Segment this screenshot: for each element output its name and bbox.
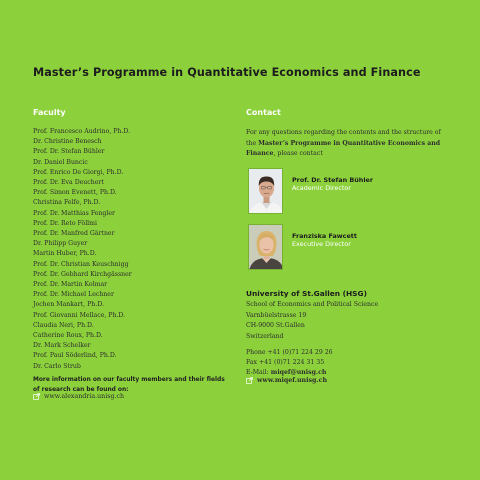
address-line: Switzerland (246, 333, 284, 341)
faculty-member: Prof. Dr. Michael Lechner (33, 291, 114, 299)
contact-person-name: Prof. Dr. Stefan Bühler (292, 176, 374, 184)
faculty-heading: Faculty (33, 108, 66, 117)
external-link-icon (246, 377, 253, 384)
portrait-photo (248, 168, 283, 214)
programme-name: Master’s Programme in Quantitative Economics and Finance (246, 139, 441, 158)
faculty-member: Jochen Mankart, Ph.D. (33, 301, 104, 309)
contact-person-executive-director (248, 224, 357, 270)
contact-intro (246, 128, 446, 160)
contact-intro-end: , please contact (273, 150, 323, 158)
page-title: Master’s Programme in Quantitative Economics and Finance (33, 66, 421, 79)
external-link-icon (33, 393, 40, 400)
email-label: E-Mail: (246, 369, 271, 377)
faculty-member: Prof. Paul Söderlind, Ph.D. (33, 352, 117, 360)
faculty-member: Christina Felfe, Ph.D. (33, 199, 101, 207)
faculty-member: Dr. Philipp Guyer (33, 240, 88, 248)
faculty-member: Prof. Enrico De Giorgi, Ph.D. (33, 168, 124, 176)
faculty-website-link[interactable] (33, 393, 124, 400)
faculty-member: Prof. Dr. Stefan Bühler (33, 148, 105, 156)
faculty-member: Prof. Francesco Audrino, Ph.D. (33, 128, 131, 135)
faculty-member: Prof. Simon Evenett, Ph.D. (33, 189, 117, 197)
email-link[interactable]: miqef@unisg.ch (270, 369, 327, 377)
faculty-member: Prof. Dr. Matthias Fengler (33, 209, 115, 217)
programme-website-link[interactable] (246, 377, 327, 384)
fax-number: Fax +41 (0)71 224 31 35 (246, 359, 325, 367)
contact-intro-text: For any questions regarding the contents and the structure of the (246, 129, 441, 147)
contact-person-role: Academic Director (292, 184, 351, 192)
faculty-list (33, 127, 132, 372)
phone-number: Phone +41 (0)71 224 29 26 (246, 349, 333, 356)
faculty-member: Martin Huber, Ph.D. (33, 250, 97, 258)
faculty-member: Dr. Daniel Buncic (33, 158, 88, 166)
faculty-member: Prof. Dr. Martin Kolmar (33, 281, 108, 289)
portrait-photo (248, 224, 283, 270)
faculty-member: Prof. Dr. Eva Deuchert (33, 179, 104, 187)
faculty-member: Prof. Dr. Reto Föllmi (33, 219, 98, 227)
faculty-website-url: www.alexandria.unisg.ch (44, 393, 125, 400)
address-line: Varnbüelstrasse 19 (246, 311, 307, 319)
faculty-member: Prof. Giovanni Mellace, Ph.D. (33, 311, 126, 319)
faculty-member: Prof. Dr. Christian Keuschnigg (33, 260, 129, 268)
university-address (246, 300, 378, 343)
contact-person-role: Executive Director (292, 240, 351, 248)
faculty-member: Dr. Mark Schelker (33, 342, 91, 350)
faculty-member: Catherine Roux, Ph.D. (33, 332, 103, 340)
faculty-member: Claudia Neri, Ph.D. (33, 321, 94, 329)
programme-website-url: www.miqef.unisg.ch (257, 377, 328, 384)
contact-person-academic-director (248, 168, 373, 214)
contact-numbers (246, 348, 333, 379)
faculty-member: Dr. Christine Benesch (33, 138, 102, 146)
faculty-member: Prof. Dr. Gebhard Kirchgässner (33, 270, 132, 278)
university-name: University of St.Gallen (HSG) (246, 289, 367, 298)
faculty-more-info: More information on our faculty members and their fields of research can be found on: (33, 377, 225, 393)
faculty-member: Prof. Dr. Manfred Gärtner (33, 230, 115, 238)
address-line: School of Economics and Political Science (246, 301, 379, 308)
faculty-member: Dr. Carlo Strub (33, 362, 81, 370)
contact-person-name: Franziska Fawcett (292, 232, 357, 240)
address-line: CH-9000 St.Gallen (246, 322, 305, 330)
contact-heading: Contact (246, 108, 281, 117)
